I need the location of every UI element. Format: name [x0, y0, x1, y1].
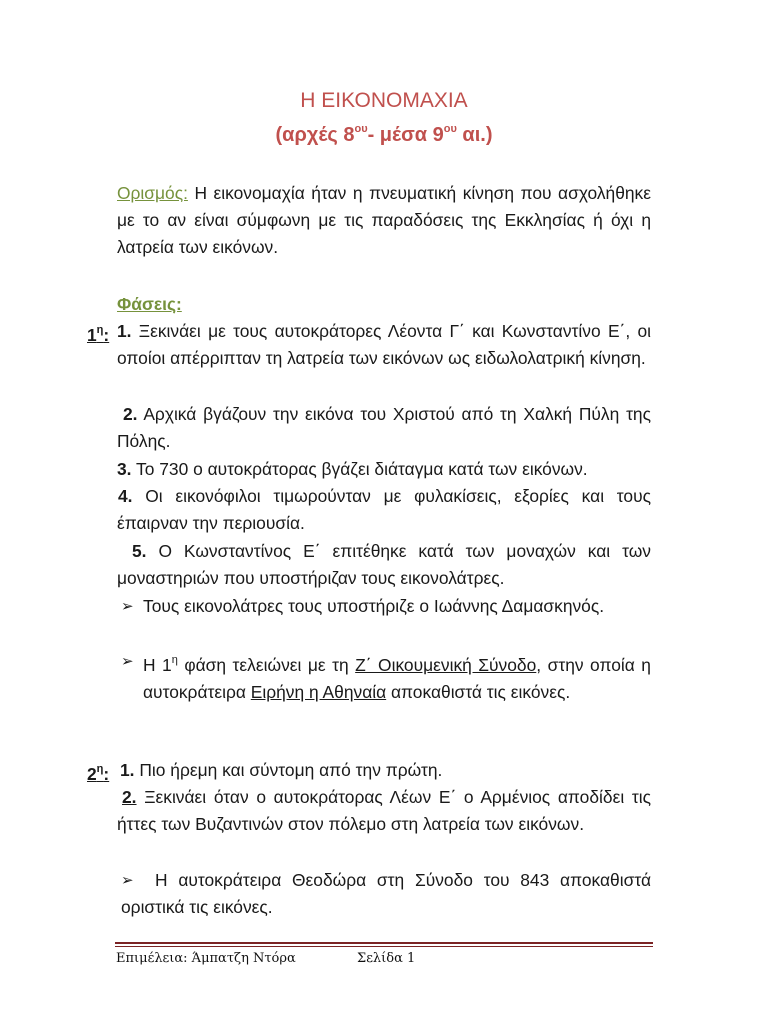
- phase1-item-1: 1. Ξεκινάει με τους αυτοκράτορες Λέοντα Γ΄ και Κωνσταντίνο Ε΄, οι οποίοι απέρριπταν τη λατρεία των εικόνων ως ειδωλολατρική κίνηση.: [117, 321, 651, 368]
- footer-author: Επιμέλεια: Άμπατζη Ντόρα: [116, 951, 296, 966]
- phase1-item-2: 2. Αρχικά βγάζουν την εικόνα του Χριστού από τη Χαλκή Πύλη της Πόλης.: [117, 404, 651, 451]
- phase1-item-4: 4. Οι εικονόφιλοι τιμωρούνταν με φυλακίσεις, εξορίες και τους έπαιρναν την περιουσία.: [117, 486, 651, 533]
- arrow-bullet-icon: ➢: [121, 872, 134, 889]
- arrow-bullet-icon: ➢: [121, 653, 134, 670]
- definition-paragraph: [117, 180, 651, 261]
- phase1-marker: $1^\eta$:: [87, 324, 110, 345]
- phase2-marker: $2^\eta$:: [87, 763, 110, 784]
- phase2-bullet: ➢ Η αυτοκράτειρα Θεοδώρα στη Σύνοδο του 843 αποκαθιστά οριστικά τις εικόνες.: [121, 867, 651, 921]
- footer-page-number: Σελίδα 1: [357, 951, 416, 966]
- empress-name: Ειρήνη η Αθηναία: [250, 681, 387, 702]
- definition-text: Η εικονομαχία ήταν η πνευματική κίνηση που ασχολήθηκε με το αν είναι σύμφωνη με τις παραδόσεις της Εκκλησίας ή όχι η λατρεία των εικόνων.: [117, 183, 651, 257]
- phase2-item-1: 1. Πιο ήρεμη και σύντομη από την πρώτη.: [120, 760, 443, 780]
- synod-link: Ζ΄ Οικουμενική Σύνοδο: [355, 654, 537, 675]
- phase1-item-3: 3. Το 730 ο αυτοκράτορας βγάζει διάταγμα κατά των εικόνων.: [117, 459, 588, 479]
- phase2-item-2: 2. Ξεκινάει όταν ο αυτοκράτορας Λέων Ε΄ ο Αρμένιος αποδίδει τις ήττες των Βυζαντινών στον πόλεμο στη λατρεία των εικόνων.: [117, 787, 651, 834]
- phase1-bullet-2: ➢ Η $1^\eta$ φάση τελειώνει με τη Ζ΄ Οικουμενική Σύνοδο, στην οποία η αυτοκράτειρα Ειρήνη η Αθηναία αποκαθιστά τις εικόνες.: [121, 648, 651, 706]
- phase1-item-5: 5. Ο Κωνσταντίνος Ε΄ επιτέθηκε κατά των μοναχών και των μοναστηριών που υποστήριζαν τους εικονολάτρες.: [117, 541, 651, 588]
- page-subtitle: (αρχές $8^{o\upsilon}-$ μέσα $9^{o\upsilon}$ αι.): [275, 123, 493, 146]
- page-title: Η ΕΙΚΟΝΟΜΑΧΙΑ: [300, 89, 468, 112]
- phase1-bullet-1: ➢ Τους εικονολάτρες τους υποστήριζε ο Ιωάννης Δαμασκηνός.: [121, 593, 651, 620]
- phases-heading: Φάσεις:: [117, 294, 182, 314]
- footer-rule: [115, 942, 653, 949]
- definition-label: Ορισμός:: [117, 183, 188, 203]
- arrow-bullet-icon: ➢: [121, 598, 134, 615]
